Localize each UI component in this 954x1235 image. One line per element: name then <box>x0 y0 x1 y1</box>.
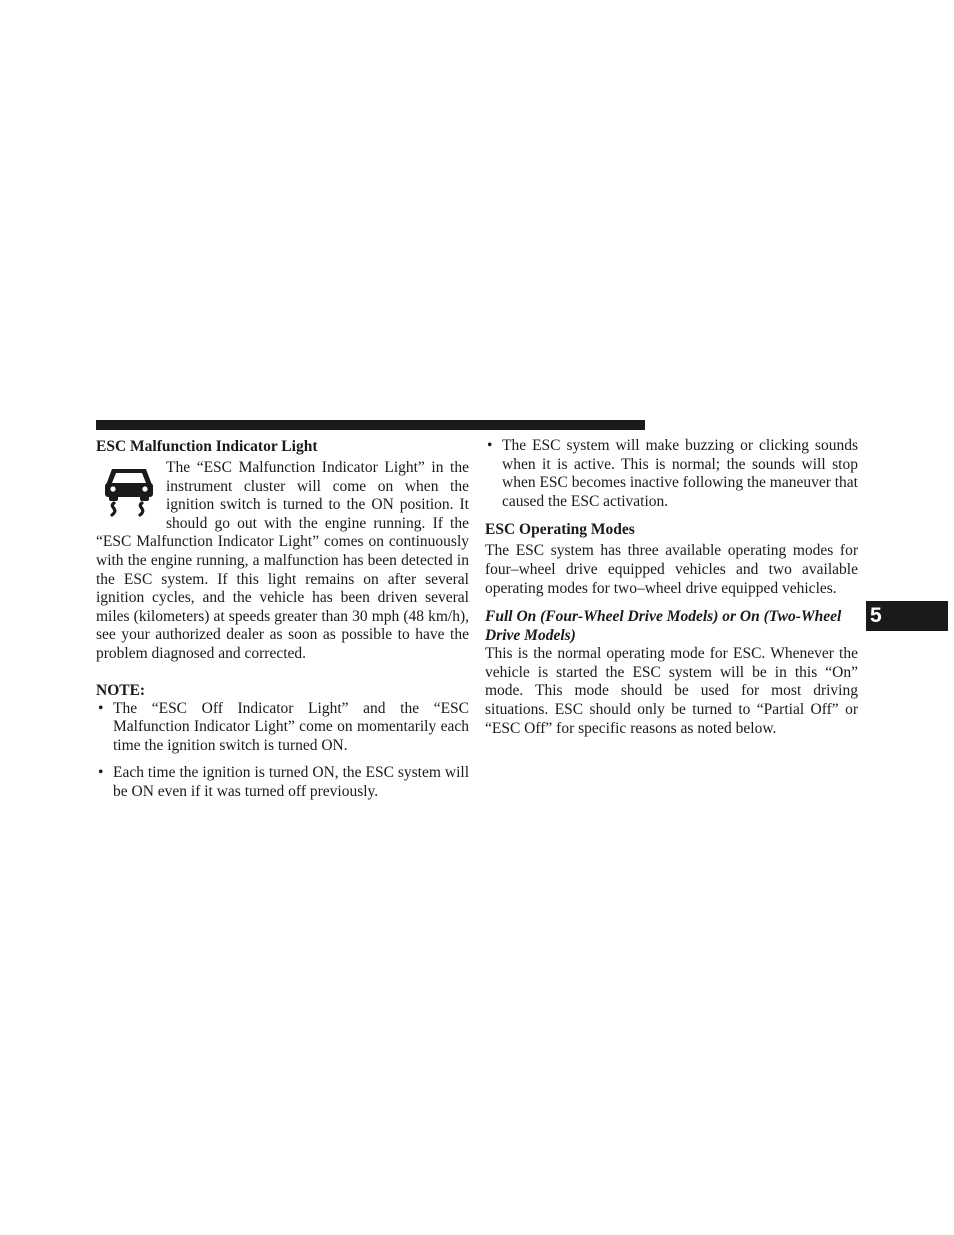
chapter-tab <box>866 601 948 631</box>
list-item <box>96 764 469 801</box>
note-label: NOTE: <box>96 681 146 699</box>
esc-malfunction-paragraph: The “ESC Malfunction Indicator Light” in the instrument cluster will come on when the ignition switch is turned to the ON position. It should go out with the engine running. If the “ESC Malfunction Indicator Light” comes on continuously with the engine running, a malfunction has been detected in the ESC system. If this light remains on after several ignition cycles, and the vehicle has been driven several miles (kilometers) at speeds greater than 30 mph (48 km/h), see your authorized dealer as soon as possible to have the problem diagnosed and corrected. <box>96 459 469 662</box>
note-list <box>96 700 469 802</box>
right-list <box>485 437 858 511</box>
bullet-text: The “ESC Off Indicator Light” and the “ESC Malfunction Indicator Light” come on momentarily each time the ignition switch is turned ON. <box>113 699 469 754</box>
full-on-paragraph: This is the normal operating mode for ESC. Whenever the vehicle is started the ESC system will be in this “On” mode. This mode should be used for most driving situations. ESC should only be turned to “Partial Off” or “ESC Off” for specific reasons as noted below. <box>485 645 858 737</box>
bullet-text: The ESC system will make buzzing or clicking sounds when it is active. This is normal; the sounds will stop when ESC becomes inactive following the maneuver that caused the ESC activation. <box>502 437 858 510</box>
full-on-subheading: Full On (Four-Wheel Drive Models) or On (Two-Wheel Drive Models) <box>485 608 842 645</box>
operating-modes-paragraph: The ESC system has three available operating modes for four–wheel drive equipped vehicles and two available operating modes for two–wheel drive equipped vehicles. <box>485 542 858 597</box>
esc-malfunction-car-skid-icon <box>102 463 156 517</box>
bullet-glyph: • <box>98 764 104 782</box>
right-column <box>485 437 858 738</box>
bullet-text: Each time the ignition is turned ON, the ESC system will be ON even if it was turned off previously. <box>113 764 469 800</box>
list-item <box>485 437 858 511</box>
esc-operating-modes-heading: ESC Operating Modes <box>485 521 635 539</box>
bullet-glyph: • <box>98 699 104 717</box>
chapter-number: 5 <box>870 604 882 627</box>
esc-malfunction-heading: ESC Malfunction Indicator Light <box>96 438 318 455</box>
list-item <box>96 700 469 756</box>
left-column <box>96 437 469 802</box>
top-rule <box>96 420 645 430</box>
bullet-glyph: • <box>487 437 493 454</box>
